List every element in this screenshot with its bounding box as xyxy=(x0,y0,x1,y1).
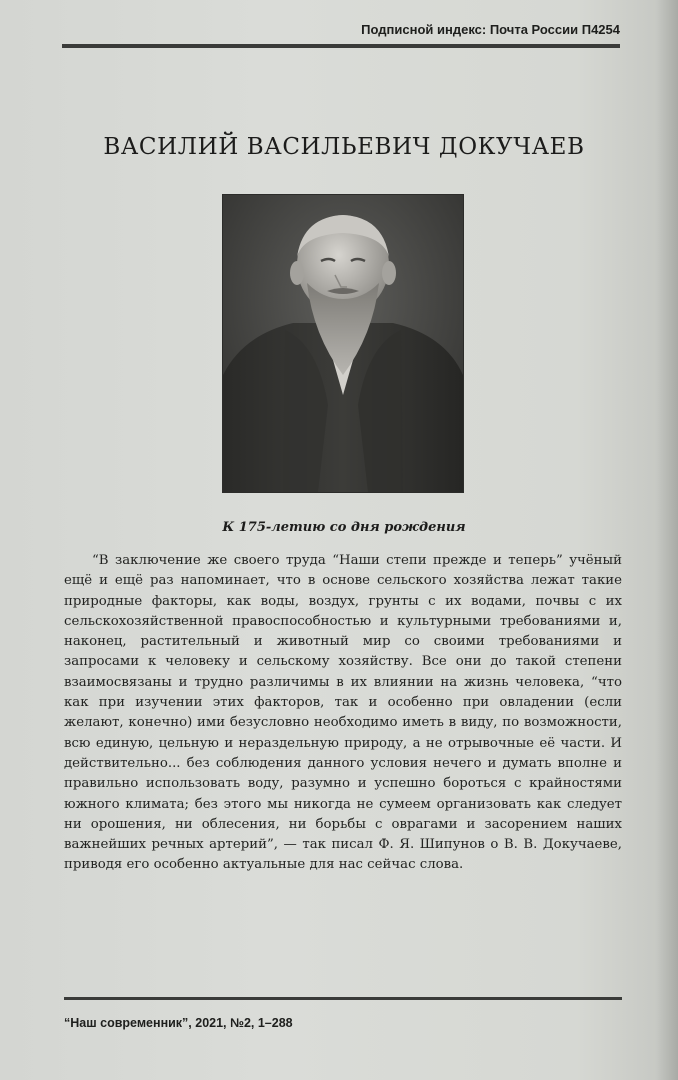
subscription-index: Подписной индекс: Почта России П4254 xyxy=(361,22,620,37)
portrait-photo xyxy=(223,195,463,492)
photo-caption: К 175-летию со дня рождения xyxy=(222,520,466,535)
header-rule xyxy=(62,44,620,48)
footer-rule xyxy=(64,997,622,1000)
page-edge-shadow xyxy=(656,0,678,1080)
article-body: “В заключение же своего труда “Наши степи прежде и теперь” учёный ещё и ещё раз напоминает, что в основе сельского хозяйства лежат такие природные факторы, как воды, воздух, грунты с их водами, почвы с их сельскохозяйственной правоспособностью и культурными требованиями и, наконец, растительный и животный мир со своими требованиями и запросами к человеку и сельскому хозяйству. Все они до такой степени взаимосвязаны и трудно различимы в их влиянии на жизнь человека, “что как при изучении этих факторов, так и особенно при овладении (если желают, конечно) ими безусловно необходимо иметь в виду, по возможности, всю единую, цельную и нераздельную природу, а не отрывочные её части. И действительно... без соблюдения данного условия нечего и думать вполне и правильно использовать воду, разумно и успешно бороться с крайностями южного климата; без этого мы никогда не сумеем организовать как следует ни орошения, ни облесения, ни борьбы с оврагами и засорением наших важнейших речных артерий”, — так писал Ф. Я. Шипунов о В. В. Докучаеве, приводя его особенно актуальные для нас сейчас слова. xyxy=(64,553,622,873)
journal-citation: “Наш современник”, 2021, №2, 1–288 xyxy=(64,1016,293,1030)
article-title: ВАСИЛИЙ ВАСИЛЬЕВИЧ ДОКУЧАЕВ xyxy=(103,134,585,160)
